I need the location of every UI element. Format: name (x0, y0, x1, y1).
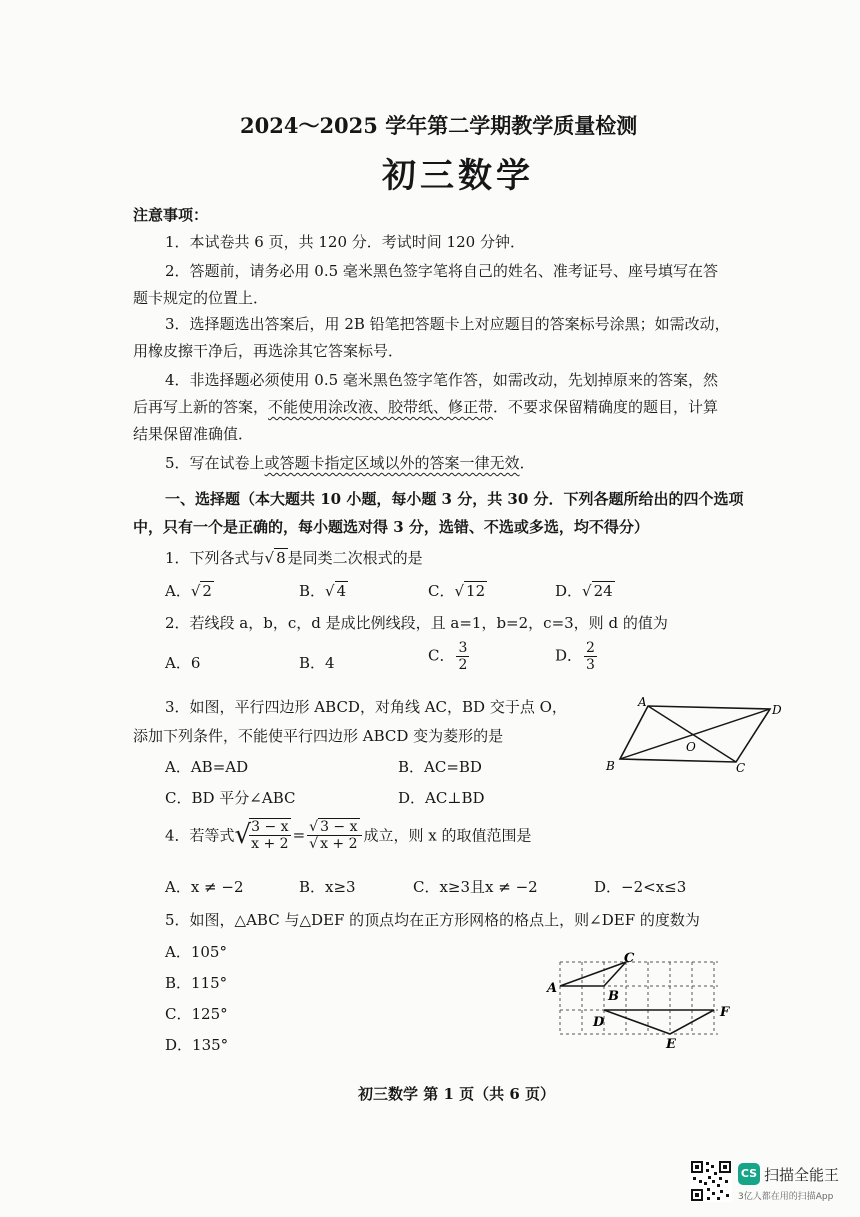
q4-option-b: B．x≥3 (299, 878, 356, 896)
q5-option-a: A．105° (165, 943, 227, 961)
label-c: C (736, 761, 746, 775)
q4-option-a: A．x ≠ −2 (165, 878, 244, 896)
q3-option-a: A．AB=AD (165, 758, 249, 776)
note-5-part-1: 5．写在试卷上 (165, 454, 265, 472)
note-1: 1．本试卷共 6 页，共 120 分．考试时间 120 分钟． (165, 233, 525, 251)
q1-stem-part-1: 1．下列各式与 (165, 549, 265, 567)
note-3-line-2: 用橡皮擦干净后，再选涂其它答案标号． (133, 342, 404, 360)
page-footer: 初三数学 第 1 页（共 6 页） (358, 1085, 555, 1103)
note-3-line-1: 3．选择题选出答案后，用 2B 铅笔把答题卡上对应题目的答案标号涂黑；如需改动， (165, 315, 730, 333)
note-4-line-3: 结果保留准确值． (133, 425, 254, 443)
exam-title: 2024～2025 学年第二学期教学质量检测 (240, 113, 638, 138)
label-d: D (772, 703, 782, 717)
label-b: B (606, 759, 615, 773)
qr-code-icon (690, 1160, 732, 1202)
q5-option-d: D．135° (165, 1036, 229, 1054)
q2-option-b: B．4 (299, 654, 335, 672)
note-4-line-2 (133, 396, 718, 417)
q3-option-d: D．AC⊥BD (398, 789, 485, 807)
q5-grid-figure (542, 950, 742, 1050)
section-1-heading-line-2: 中，只有一个是正确的，每小题选对得 3 分，选错、不选或多选，均不得分） (133, 518, 649, 536)
watermark-brand: 扫描全能王 (764, 1166, 840, 1184)
triangle-abc (560, 962, 626, 986)
label-a: A (547, 981, 558, 996)
q4-equals: = (292, 826, 306, 844)
q2-option-c: C． $\frac{3}{2}$ (428, 640, 468, 673)
q3-stem-line-1: 3．如图，平行四边形 ABCD，对角线 AC，BD 交于点 O， (165, 698, 567, 716)
q2-option-a: A．6 (165, 654, 201, 672)
note-4-emphasis: 不能使用涂改液、胶带纸、修正带 (268, 398, 494, 416)
note-4-part-3: ．不要求保留精确度的题目，计算 (493, 398, 719, 416)
q4-right-fraction: $\frac{√ 3 - x}{√ x + 2}$ (307, 819, 361, 852)
camscanner-logo: CS (738, 1163, 760, 1185)
q3-option-b: B．AC=BD (398, 758, 482, 776)
q2-stem: 2．若线段 a，b，c，d 是成比例线段，且 a=1，b=2，c=3，则 d 的值为 (165, 614, 668, 632)
q1-option-a: A．√ 2 (165, 582, 212, 600)
note-5-emphasis: 或答题卡指定区域以外的答案一律无效 (264, 454, 520, 472)
q1-stem-part-2: 是同类二次根式的是 (287, 549, 423, 567)
q1-option-c: C．√ 12 (428, 582, 486, 600)
q3-option-c: C．BD 平分∠ABC (165, 789, 296, 807)
notes-heading: 注意事项： (133, 206, 209, 224)
q4-stem-part-1: 4．若等式 (165, 826, 235, 845)
note-5-part-3: ． (519, 454, 535, 472)
q1-option-d: D．√ 24 (555, 582, 613, 600)
q1-stem-radical: √ 8 (264, 549, 286, 567)
label-a: A (638, 695, 647, 709)
label-d: D (593, 1015, 605, 1030)
q5-stem: 5．如图，△ABC 与△DEF 的顶点均在正方形网格的格点上，则∠DEF 的度数为 (165, 911, 700, 929)
q4-radical-sign: √ (234, 820, 252, 850)
q1-option-b: B．√ 4 (299, 582, 347, 600)
q2-option-d: D． $\frac{2}{3}$ (555, 640, 595, 673)
q5-option-b: B．115° (165, 974, 228, 992)
q4-left-fraction: $\frac{3 - x}{x + 2}$ (251, 819, 289, 852)
watermark-tagline: 3亿人都在用的扫描App (738, 1192, 834, 1202)
label-e: E (666, 1037, 676, 1050)
note-5 (165, 452, 535, 473)
triangle-def (604, 1010, 714, 1034)
note-2-line-2: 题卡规定的位置上． (133, 289, 269, 307)
section-1-heading-line-1: 一、选择题（本大题共 10 小题，每小题 3 分，共 30 分．下列各题所给出的四个选项 (165, 490, 744, 508)
note-4-part-1: 后再写上新的答案， (133, 398, 269, 416)
q3-parallelogram-figure (600, 692, 790, 776)
label-o: O (686, 740, 696, 754)
q4-option-c: C．x≥3且x ≠ −2 (413, 878, 538, 896)
q4-stem-part-2: 成立，则 x 的取值范围是 (363, 826, 532, 845)
q2-option-c-fraction: $\frac{3}{2}$ (458, 640, 468, 673)
q4-stem (165, 818, 532, 862)
q2-option-d-fraction: $\frac{2}{3}$ (586, 640, 595, 673)
label-f: F (720, 1005, 730, 1020)
q5-option-c: C．125° (165, 1005, 228, 1023)
label-b: B (608, 989, 619, 1004)
q1-stem (165, 547, 423, 568)
note-2-line-1: 2．答题前，请务必用 0.5 毫米黑色签字笔将自己的姓名、准考证号、座号填写在答 (165, 262, 718, 280)
subject-title: 初三数学 (382, 156, 534, 196)
q3-stem-line-2: 添加下列条件，不能使平行四边形 ABCD 变为菱形的是 (133, 727, 504, 745)
label-c: C (624, 951, 635, 966)
q4-option-d: D．−2<x≤3 (594, 878, 687, 896)
note-4-line-1: 4．非选择题必须使用 0.5 毫米黑色签字笔作答，如需改动，先划掉原来的答案，然 (165, 371, 718, 389)
